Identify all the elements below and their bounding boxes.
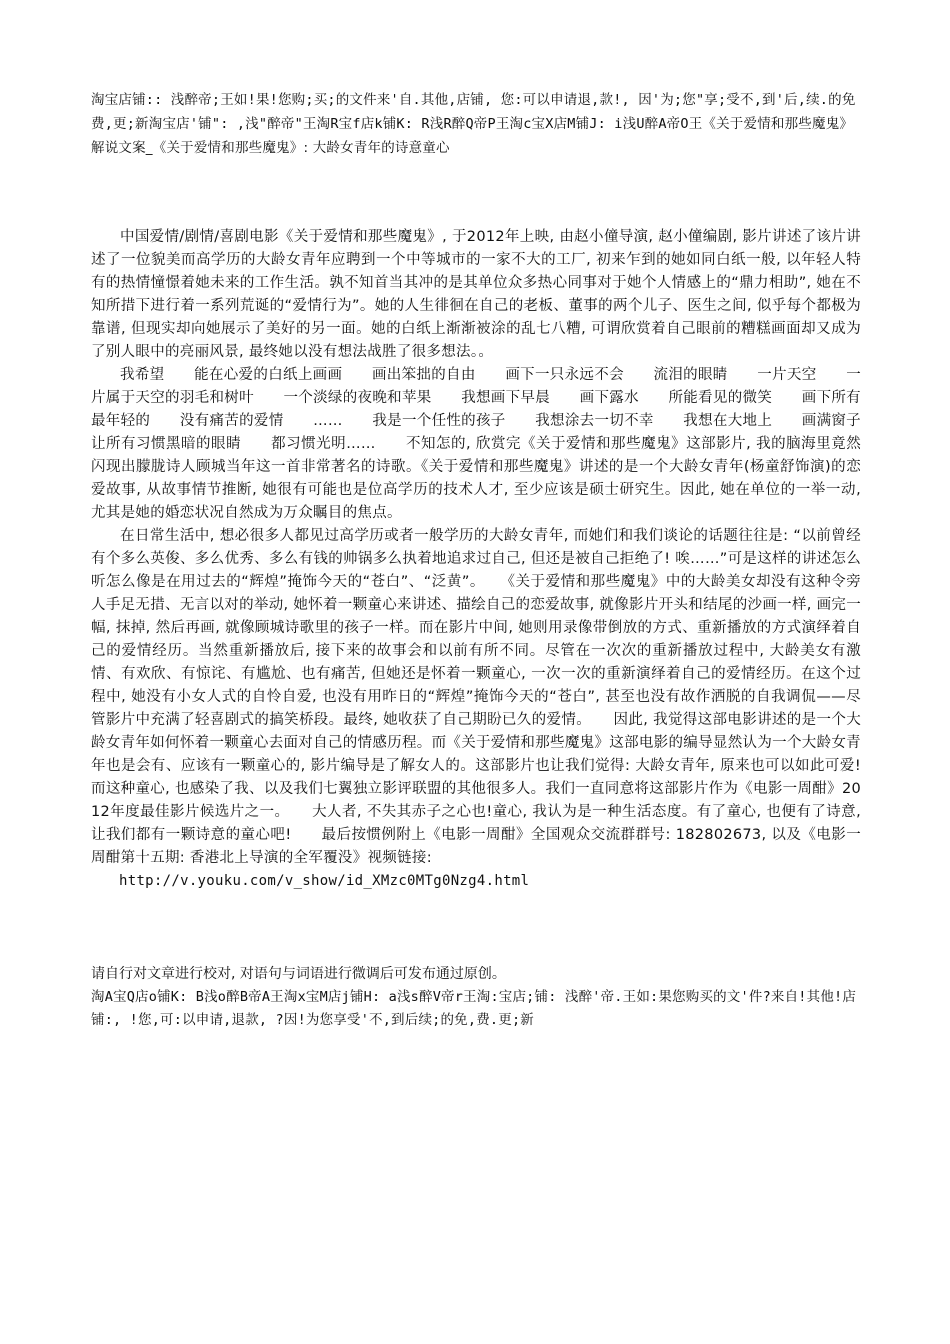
article-paragraph-intro: 中国爱情/剧情/喜剧电影《关于爱情和那些魔鬼》, 于2012年上映, 由赵小僮导演, 赵小僮编剧, 影片讲述了该片讲述了一位貌美而高学历的大龄女青年应聘到一个中等城市的一家不大的工厂, 初来乍到的她如同白纸一般, 以年轻人特有的热情憧憬着她未来的工作生活。孰不知首当其冲的是其单位众多热心同事对于她个人情感上的“鼎力相助”, 她在不知所措下进行着一系列荒诞的“爱情行为”。她的人生徘徊在自己的老板、董事的两个儿子、医生之间, 似乎每个都极为靠谱, 但现实却向她展示了美好的另一面。她的白纸上渐渐被涂的乱七八糟, 可谓欣赏着自己眼前的糟糕画面却又成为了别人眼中的亮丽风景, 最终她以没有想法战胜了很多想法。。 [91, 229, 861, 360]
proofread-notice: 请自行对文章进行校对, 对语句与词语进行微调后可发布通过原创。 [91, 966, 506, 982]
document-header [91, 88, 861, 160]
article-body [91, 226, 891, 893]
video-link[interactable]: http://v.youku.com/v_show/id_XMzc0MTg0Nzg4.html [119, 873, 530, 889]
document-footer [91, 963, 861, 1032]
shop-notice-footer: 淘A宝Q店o铺K: B浅o醉B帝A王淘x宝M店j铺H: a浅s醉V帝r王淘:宝店;铺: 浅醉'帝.王如:果您购买的文'件?来自!其他!店铺:, !您,可:以申请,退款, ?因!为您享受'不,到后续;的免,费.更;新 [91, 989, 857, 1028]
article-paragraph-review: 在日常生活中, 想必很多人都见过高学历或者一般学历的大龄女青年, 而她们和我们谈论的话题往往是: “以前曾经有个多么英俊、多么优秀、多么有钱的帅锅多么执着地追求过自己, 但还是被自己拒绝了! 唉……”可是这样的讲述怎么听怎么像是在用过去的“辉煌”掩饰今天的“苍白”、“泛黄”。 《关于爱情和那些魔鬼》中的大龄美女却没有这种令旁人手足无措、无言以对的举动, 她怀着一颗童心来讲述、描绘自己的恋爱故事, 就像影片开头和结尾的沙画一样, 画完一幅, 抹掉, 然后再画, 就像顾城诗歌里的孩子一样。而在影片中间, 她则用录像带倒放的方式、重新播放的方式演绎着自己的爱情经历。当然重新播放后, 接下来的故事会和以前有所不同。尽管在一次次的重新播放过程中, 大龄美女有激情、有欢欣、有惊诧、有尴尬、也有痛苦, 但她还是怀着一颗童心, 一次一次的重新演绎着自己的爱情经历。在这个过程中, 她没有小女人式的自怜自爱, 也没有用昨日的“辉煌”掩饰今天的“苍白”, 甚至也没有故作洒脱的自我调侃——尽管影片中充满了轻喜剧式的搞笑桥段。最终, 她收获了自己期盼已久的爱情。 因此, 我觉得这部电影讲述的是一个大龄女青年如何怀着一颗童心去面对自己的情感历程。而《关于爱情和那些魔鬼》这部电影的编导显然认为一个大龄女青年也是会有、应该有一颗童心的, 影片编导是了解女人的。这部影片也让我们觉得: 大龄女青年, 原来也可以如此可爱!而这种童心, 也感染了我、以及我们七翼独立影评联盟的其他很多人。我们一直同意将这部影片作为《电影一周酣》2012年度最佳影片候选片之一。 大人者, 不失其赤子之心也!童心, 我认为是一种生活态度。有了童心, 也便有了诗意, 让我们都有一颗诗意的童心吧! 最后按惯例附上《电影一周酣》全国观众交流群群号: 182802673, 以及《电影一周酣第十五期: 香港北上导演的全军覆没》视频链接: [91, 528, 861, 866]
document-title: 《关于爱情和那些魔鬼》解说文案_《关于爱情和那些魔鬼》: 大龄女青年的诗意童心 [91, 116, 854, 156]
shop-notice-header: 淘宝店铺:: 浅醉帝;王如!果!您购;买;的文件来'自.其他,店铺, 您:可以申请退,款!, 因'为;您"享;受不,到'后,续.的免费,更;新淘宝店'铺": ,浅"醉帝"王淘R宝f店k铺K: R浅R醉Q帝P王淘c宝X店M铺J: i浅U醉A帝O王 [91, 92, 856, 132]
article-paragraph-poem: 我希望 能在心爱的白纸上画画 画出笨拙的自由 画下一只永远不会 流泪的眼睛 一片天空 一片属于天空的羽毛和树叶 一个淡绿的夜晚和苹果 我想画下早晨 画下露水 所能看见的微笑 画下所有最年轻的 没有痛苦的爱情 …… 我是一个任性的孩子 我想涂去一切不幸 我想在大地上 画满窗子 让所有习惯黑暗的眼睛 都习惯光明…… 不知怎的, 欣赏完《关于爱情和那些魔鬼》这部影片, 我的脑海里竟然闪现出朦胧诗人顾城当年这一首非常著名的诗歌。《关于爱情和那些魔鬼》讲述的是一个大龄女青年(杨童舒饰演)的恋爱故事, 从故事情节推断, 她很有可能也是位高学历的技术人才, 至少应该是硕士研究生。因此, 她在单位的一举一动, 尤其是她的婚恋状况自然成为万众瞩目的焦点。 [91, 367, 891, 521]
document-page [91, 88, 891, 1032]
